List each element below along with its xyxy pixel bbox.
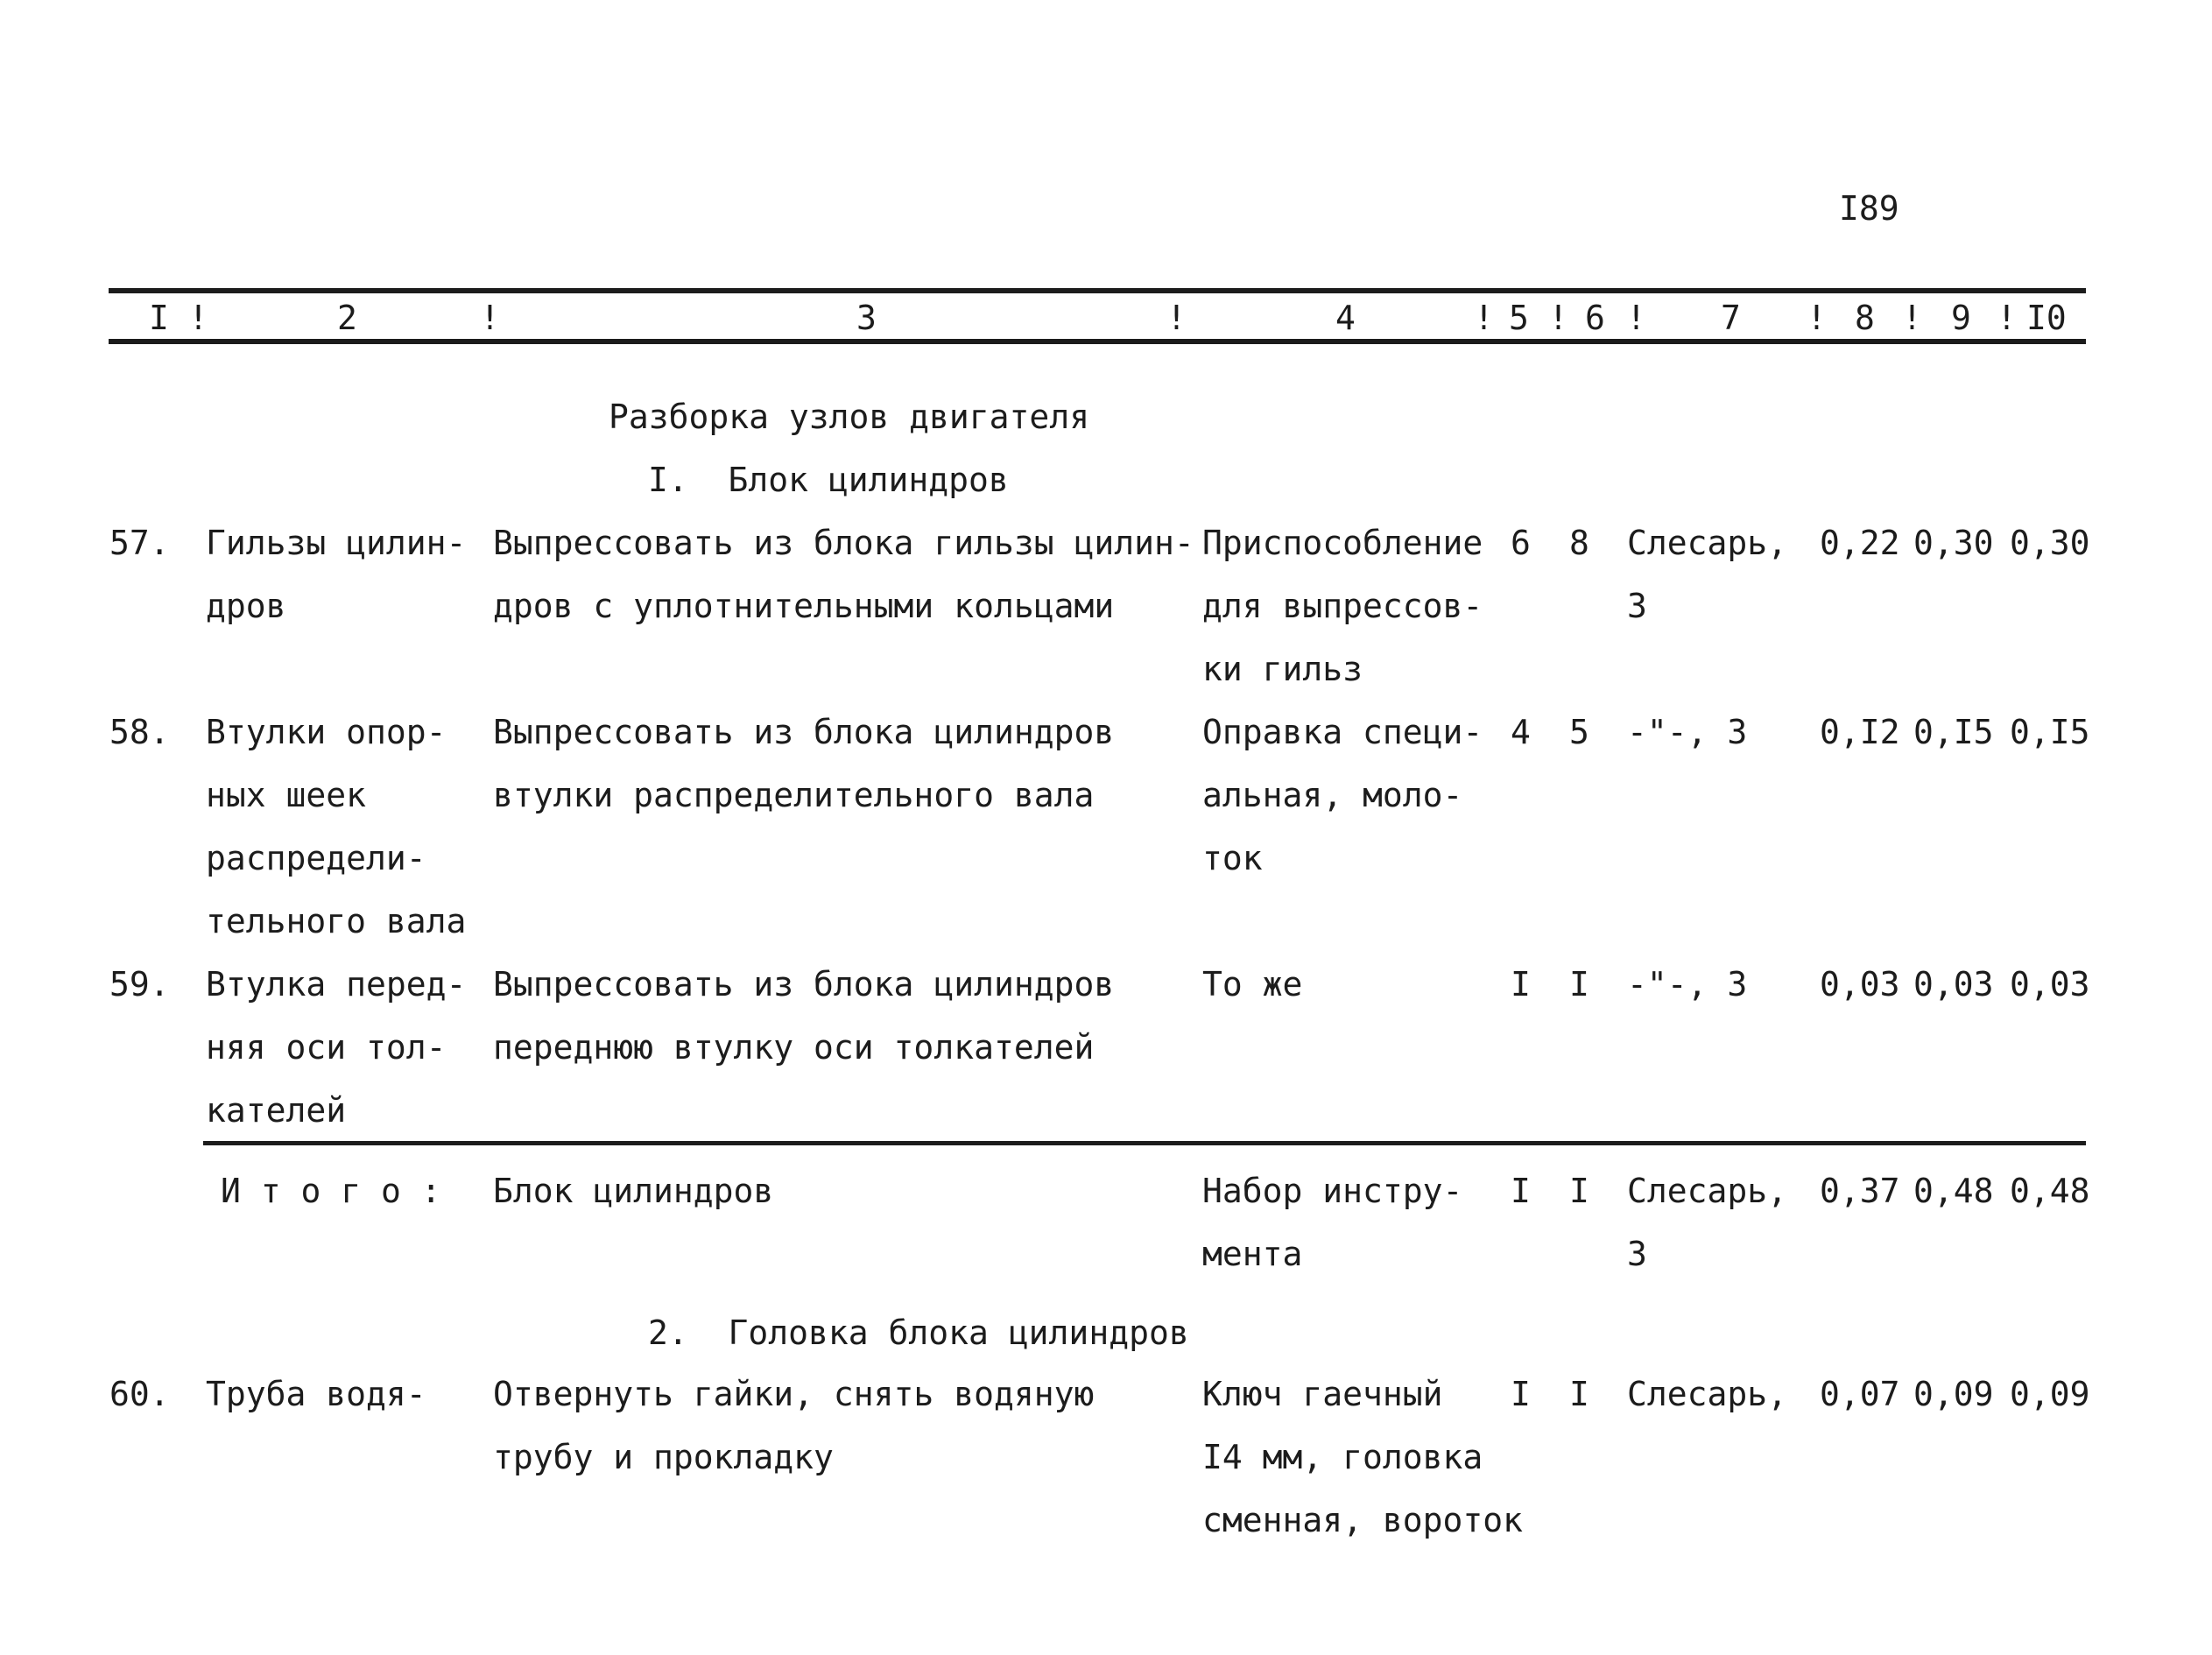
col6-value: 5 xyxy=(1569,713,1589,751)
column-header-8: 8 xyxy=(1855,299,1875,337)
col8-value: 0,03 xyxy=(1820,965,1900,1004)
operation-text: Выпрессовать из блока гильзы цилин- xyxy=(493,524,1194,562)
operation-text: дров с уплотнительными кольцами xyxy=(493,587,1115,625)
tool-text: ки гильз xyxy=(1202,650,1363,688)
item-name: распредели- xyxy=(206,839,426,877)
col9-value: 0,03 xyxy=(1913,965,1994,1004)
column-header-5: 5 xyxy=(1509,299,1529,337)
col10-value: 0,I5 xyxy=(2010,713,2090,751)
worker-text: -"-, 3 xyxy=(1627,713,1748,751)
tool-text: I4 мм, головка xyxy=(1202,1438,1483,1476)
worker-text: Слесарь, xyxy=(1627,1375,1788,1413)
operation-text: переднюю втулку оси толкателей xyxy=(493,1028,1095,1067)
total-col10: 0,48 xyxy=(2010,1172,2090,1210)
column-separator: ! xyxy=(188,299,208,337)
column-header-4: 4 xyxy=(1335,299,1356,337)
col8-value: 0,07 xyxy=(1820,1375,1900,1413)
column-separator: ! xyxy=(480,299,500,337)
col10-value: 0,30 xyxy=(2010,524,2090,562)
total-operation: Блок цилиндров xyxy=(493,1172,774,1210)
column-separator: ! xyxy=(1997,299,2017,337)
column-separator: ! xyxy=(1626,299,1646,337)
tool-text: для выпрессов- xyxy=(1202,587,1483,625)
col10-value: 0,09 xyxy=(2010,1375,2090,1413)
col10-value: 0,03 xyxy=(2010,965,2090,1004)
column-separator: ! xyxy=(1166,299,1187,337)
col6-value: 8 xyxy=(1569,524,1589,562)
col9-value: 0,I5 xyxy=(1913,713,1994,751)
column-separator: ! xyxy=(1902,299,1922,337)
column-header-9: 9 xyxy=(1951,299,1971,337)
header-rule-bottom xyxy=(109,339,2086,344)
column-header-10: I0 xyxy=(2026,299,2067,337)
tool-text: То же xyxy=(1202,965,1303,1004)
item-name: дров xyxy=(206,587,286,625)
column-separator: ! xyxy=(1807,299,1827,337)
col5-value: 4 xyxy=(1511,713,1531,751)
section-title: Разборка узлов двигателя xyxy=(609,398,1090,436)
operation-text: Выпрессовать из блока цилиндров xyxy=(493,965,1115,1004)
total-worker: Слесарь, xyxy=(1627,1172,1788,1210)
col9-value: 0,09 xyxy=(1913,1375,1994,1413)
col5-value: I xyxy=(1511,1375,1531,1413)
col8-value: 0,22 xyxy=(1820,524,1900,562)
total-col6: I xyxy=(1569,1172,1589,1210)
item-name: кателей xyxy=(206,1091,347,1130)
column-separator: ! xyxy=(1548,299,1568,337)
row-number: 59. xyxy=(109,965,170,1004)
item-name: няя оси тол- xyxy=(206,1028,447,1067)
col9-value: 0,30 xyxy=(1913,524,1994,562)
col6-value: I xyxy=(1569,1375,1589,1413)
operation-text: Отвернуть гайки, снять водяную xyxy=(493,1375,1095,1413)
total-tool: мента xyxy=(1202,1235,1303,1273)
column-header-3: 3 xyxy=(856,299,877,337)
column-header-2: 2 xyxy=(337,299,357,337)
subsection-title: I. Блок цилиндров xyxy=(648,461,1009,499)
operation-text: трубу и прокладку xyxy=(493,1438,834,1476)
column-header-6: 6 xyxy=(1585,299,1605,337)
row-number: 57. xyxy=(109,524,170,562)
col5-value: 6 xyxy=(1511,524,1531,562)
tool-text: сменная, вороток xyxy=(1202,1501,1524,1539)
worker-text: 3 xyxy=(1627,587,1647,625)
tool-text: альная, моло- xyxy=(1202,776,1463,814)
total-col9: 0,48 xyxy=(1913,1172,1994,1210)
item-name: Гильзы цилин- xyxy=(206,524,467,562)
column-separator: ! xyxy=(1474,299,1494,337)
subsection-title: 2. Головка блока цилиндров xyxy=(648,1313,1189,1352)
worker-text: -"-, 3 xyxy=(1627,965,1748,1004)
worker-text: Слесарь, xyxy=(1627,524,1788,562)
total-worker: 3 xyxy=(1627,1235,1647,1273)
tool-text: ток xyxy=(1202,839,1263,877)
tool-text: Ключ гаечный xyxy=(1202,1375,1443,1413)
tool-text: Оправка специ- xyxy=(1202,713,1483,751)
col5-value: I xyxy=(1511,965,1531,1004)
col8-value: 0,I2 xyxy=(1820,713,1900,751)
column-header-7: 7 xyxy=(1721,299,1741,337)
item-name: тельного вала xyxy=(206,902,467,940)
column-header-1: I xyxy=(149,299,169,337)
item-name: Втулка перед- xyxy=(206,965,467,1004)
header-rule-top xyxy=(109,288,2086,293)
col6-value: I xyxy=(1569,965,1589,1004)
tool-text: Приспособление xyxy=(1202,524,1483,562)
item-name: ных шеек xyxy=(206,776,367,814)
item-name: Труба водя- xyxy=(206,1375,426,1413)
item-name: Втулки опор- xyxy=(206,713,447,751)
row-number: 58. xyxy=(109,713,170,751)
operation-text: втулки распределительного вала xyxy=(493,776,1095,814)
total-rule xyxy=(203,1141,2086,1145)
total-label: И т о г о : xyxy=(221,1172,441,1210)
page-number: I89 xyxy=(1839,189,1899,228)
total-col8: 0,37 xyxy=(1820,1172,1900,1210)
operation-text: Выпрессовать из блока цилиндров xyxy=(493,713,1115,751)
total-col5: I xyxy=(1511,1172,1531,1210)
total-tool: Набор инстру- xyxy=(1202,1172,1463,1210)
row-number: 60. xyxy=(109,1375,170,1413)
